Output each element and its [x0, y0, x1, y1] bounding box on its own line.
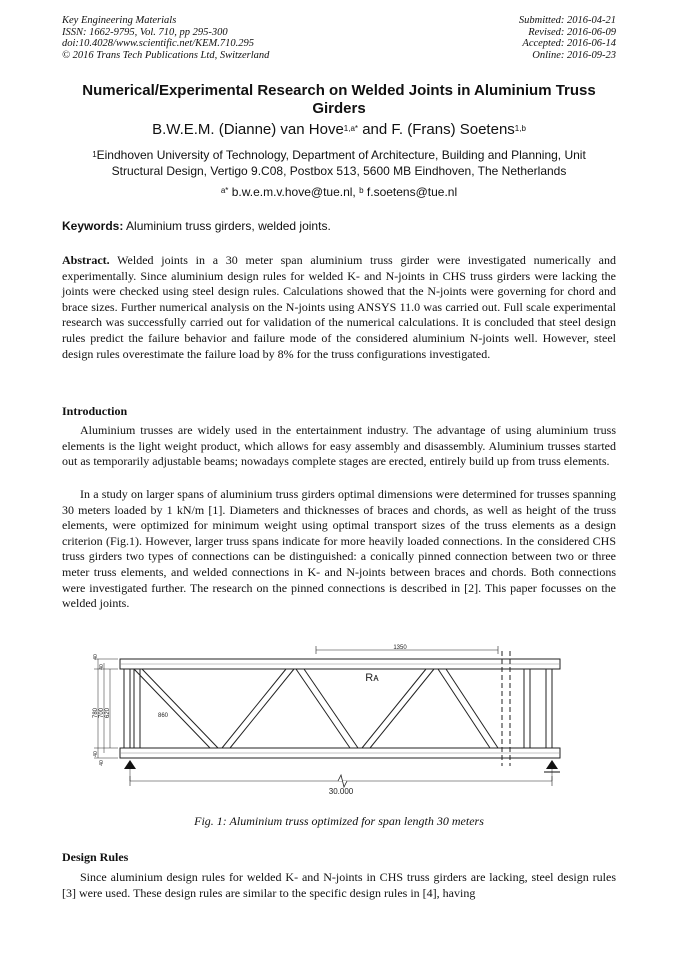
author-list [62, 121, 616, 139]
doi[interactable]: doi:10.4028/www.scientific.net/KEM.710.295 [62, 38, 254, 49]
introduction-paragraph-2: In a study on larger spans of aluminium truss girders optimal dimensions were determined for trusses spanning 30 meters loaded by 1 kN/m [1]. Diameters and thicknesses of braces and chords, as well as height of the truss elements, were optimized for minimum weight using optimal transport sizes of the truss elements as a design criterion (Fig.1). However, larger truss spans indicate for more heavily loaded connections. In the considered CHS truss girders two types of connections can be distinguished: a conically pinned connection between two or three meter truss elements, and welded connections in K- and N-joints between braces and chords. Both connections were investigated further. The research on the pinned connections is described in [2]. This paper focusses on the welded joints. [62, 487, 616, 611]
journal-name: Key Engineering Materials [62, 15, 177, 26]
introduction-paragraph-1: Aluminium trusses are widely used in the entertainment industry. The advantage of using aluminium truss elements is the light weight product, which allows for easy assembly and disassembly. Aluminium trusses started out as temporarily adjustable beams; nowadays complete stages are erected, entirely build up from truss elements. [62, 423, 616, 469]
dim-diag-860: 860 [157, 713, 169, 719]
right-verticals [524, 669, 552, 748]
dim-780: 780 [93, 707, 99, 719]
publication-dates [519, 15, 616, 61]
left-support [124, 760, 136, 769]
dim-620: 620 [105, 707, 111, 719]
dim-span-30000: 30.000 [328, 787, 354, 796]
author-2: F. (Frans) Soetens [391, 121, 515, 138]
online-date: Online: 2016-09-23 [532, 49, 616, 61]
keywords-text: Aluminium truss girders, welded joints. [123, 219, 331, 233]
affiliation-text: Eindhoven University of Technology, Department of Architecture, Building and Planning, Unit Structural Design, Vertigo 9.C08, Postbox 513, 5600 MB Eindhoven, The Netherlands [96, 148, 586, 178]
accepted-date: Accepted: 2016-06-14 [522, 38, 616, 49]
dim-40-bottom-a: 40 [93, 751, 99, 757]
email-a-marker: a* [220, 186, 229, 195]
copyright: © 2016 Trans Tech Publications Ltd, Switzerland [62, 49, 270, 61]
keywords-label: Keywords: [62, 219, 124, 233]
dim-top-1350: 1350 [393, 645, 407, 651]
figure-caption: Fig. 1: Aluminium truss optimized for span length 30 meters [194, 814, 484, 828]
affiliation-marker: 1 [92, 150, 97, 159]
author-conjunction: and [358, 121, 392, 138]
submitted-date: Submitted: 2016-04-21 [518, 15, 616, 26]
dim-700: 700 [99, 707, 105, 719]
design-rules-paragraph-1: Since aluminium design rules for welded K- and N-joints in CHS truss girders are lacking, steel design rules [3] were used. These design rules are similar to the specific design rules in [4], having [62, 870, 616, 900]
paper-title: Numerical/Experimental Research on Welded Joints in Aluminium Truss Girders [82, 82, 596, 117]
revised-date: Revised: 2016-06-09 [528, 26, 616, 38]
abstract-label: Abstract. [62, 253, 110, 267]
author-1: B.W.E.M. (Dianne) van Hove [152, 121, 344, 138]
design-rules-heading: Design Rules [62, 850, 129, 864]
email-a[interactable]: b.w.e.m.v.hove@tue.nl, [231, 185, 360, 199]
abstract [62, 253, 616, 362]
email-b[interactable]: f.soetens@tue.nl [366, 185, 458, 199]
abstract-text: Welded joints in a 30 meter span aluminium truss girder were investigated numerically and experimentally. Since aluminium design rules for welded K- and N-joints in CHS truss girders were lacking the joints were checked using steel design rules. Calculations showed that the N-joints were governing for chord and brace sizes. Further numerical analysis on the N-joints using ANSYS 11.0 was carried out. Full scale experimental research was successfully carried out for validation of the numerical calculations. It is concluded that steel design rules predict the failure behavior and failure mode of the considered aluminium N-joints well. However, steel design rules overestimate the failure load by 8% for the truss configurations investigated. [62, 253, 616, 361]
diagonal-braces [134, 669, 498, 748]
author-1-affiliation: 1,a* [343, 124, 359, 133]
left-verticals [124, 669, 140, 748]
author-2-affiliation: 1,b [514, 124, 526, 133]
email-b-marker: b [359, 186, 364, 195]
dim-40-top-b: 40 [99, 664, 105, 670]
keywords [62, 219, 616, 233]
dim-40-bottom-b: 40 [99, 760, 105, 766]
introduction-heading: Introduction [62, 404, 128, 418]
right-support [546, 760, 558, 769]
dim-40-top-a: 40 [93, 654, 99, 660]
affiliation [70, 148, 608, 179]
issn: ISSN: 1662-9795, Vol. 710, pp 295-300 [62, 26, 228, 38]
truss-figure [90, 641, 600, 806]
label-ra: Rᴀ [365, 672, 379, 684]
author-emails [62, 185, 616, 199]
journal-metadata [62, 15, 269, 61]
